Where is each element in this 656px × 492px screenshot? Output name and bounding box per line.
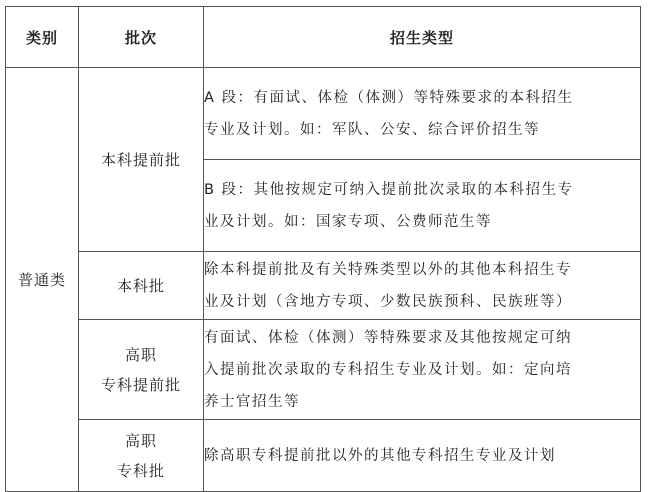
- batch-label: 专科提前批: [100, 375, 181, 394]
- desc-line: 专业及计划。如：军队、公安、综合评价招生等: [204, 121, 540, 138]
- header-admission-type: 招生类型: [204, 7, 641, 68]
- desc-line: B 段：其他按规定可纳入提前批次录取的本科招生专: [204, 181, 574, 198]
- batch-cell: [79, 252, 204, 320]
- desc-line: 除本科提前批及有关特殊类型以外的其他本科招生专: [204, 261, 572, 278]
- table-row: [6, 320, 641, 420]
- admission-type-cell: [204, 320, 641, 420]
- header-batch: 批次: [79, 7, 204, 68]
- batch-label: 高职: [124, 345, 157, 364]
- admission-type-cell: [204, 252, 641, 320]
- header-category: 类别: [6, 7, 79, 68]
- desc-line: A 段：有面试、体检（体测）等特殊要求的本科招生: [204, 89, 574, 106]
- desc-line: 业及计划。如：国家专项、公费师范生等: [204, 213, 492, 230]
- desc-line: 业及计划（含地方专项、少数民族预科、民族班等）: [204, 293, 572, 310]
- admission-type-cell: [204, 160, 641, 252]
- table-row: [6, 252, 641, 320]
- table-row: [6, 68, 641, 160]
- batch-label: 本科提前批: [100, 150, 181, 169]
- table-row: [6, 420, 641, 492]
- batch-label: 高职: [124, 431, 157, 450]
- desc-line: 除高职专科提前批以外的其他专科招生专业及计划: [204, 447, 556, 464]
- batch-cell: [79, 68, 204, 252]
- admission-type-cell: [204, 68, 641, 160]
- table-header-row: [6, 7, 641, 68]
- batch-cell: [79, 320, 204, 420]
- batch-label: 专科批: [116, 461, 165, 480]
- desc-line: 入提前批次录取的专科招生专业及计划。如：定向培: [204, 361, 572, 378]
- batch-label: 本科批: [116, 276, 165, 295]
- admission-type-cell: [204, 420, 641, 492]
- admission-batch-table: [5, 6, 641, 492]
- batch-cell: [79, 420, 204, 492]
- category-cell: 普通类: [6, 68, 79, 492]
- desc-line: 养士官招生等: [204, 393, 300, 410]
- desc-line: 有面试、体检（体测）等特殊要求及其他按规定可纳: [204, 329, 572, 346]
